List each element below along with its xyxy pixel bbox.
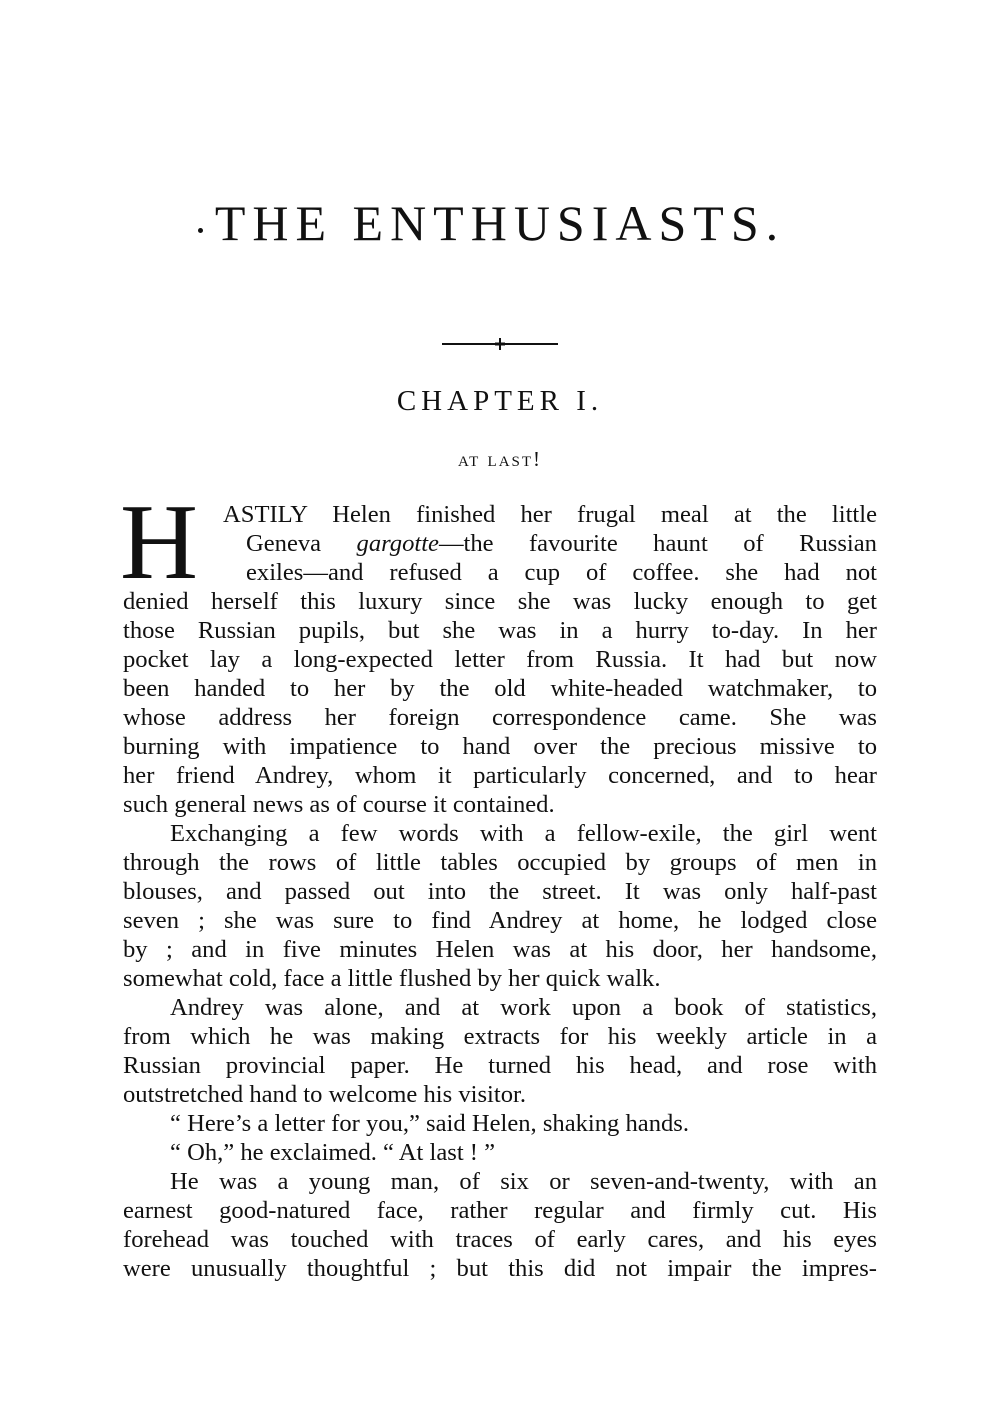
book-title: THE ENTHUSIASTS. [214,195,786,251]
text-line: Russian provincial paper. He turned his head, and rose with [123,1052,877,1079]
text-line: those Russian pupils, but she was in a hurry to-day. In her [123,617,877,644]
text-line: blouses, and passed out into the street. It was only half-past [123,878,877,905]
ornament-divider [442,336,558,352]
text-line: Exchanging a few words with a fellow-exile, the girl went [170,820,877,847]
text-line: from which he was making extracts for his weekly article in a [123,1023,877,1050]
chapter-subtitle-text: at last! [457,447,543,471]
text-line: Andrey was alone, and at work upon a book of statistics, [170,994,877,1021]
body-text [123,500,877,1283]
text-line: by ; and in five minutes Helen was at his door, her handsome, [123,936,877,963]
text-line: forehead was touched with traces of early cares, and his eyes [123,1226,877,1253]
text-line: were unusually thoughtful ; but this did not impair the impres- [123,1255,877,1282]
text-line: “ Here’s a letter for you,” said Helen, shaking hands. [170,1110,690,1137]
chapter-heading: CHAPTER I. [396,385,604,417]
text-line: earnest good-natured face, rather regular and firmly cut. His [123,1197,877,1224]
text-line: seven ; she was sure to find Andrey at home, he lodged close [123,907,877,934]
text-line: been handed to her by the old white-headed watchmaker, to [123,675,877,702]
text-line: “ Oh,” he exclaimed. “ At last ! ” [170,1139,496,1166]
text-line: pocket lay a long-expected letter from Russia. It had but now [123,646,877,673]
text-line: through the rows of little tables occupied by groups of men in [123,849,877,876]
text-line: Geneva gargotte—the favourite haunt of Russian [246,530,877,557]
text-line: somewhat cold, face a little flushed by her quick walk. [123,965,661,992]
drop-cap: H [120,483,198,602]
text-line: such general news as of course it contained. [123,791,555,818]
text-line: whose address her foreign correspondence came. She was [123,704,877,731]
text-line: ASTILY Helen finished her frugal meal at the little [223,501,877,528]
text-line: her friend Andrey, whom it particularly concerned, and to hear [123,762,877,789]
text-line: burning with impatience to hand over the precious missive to [123,733,877,760]
text-line: exiles—and refused a cup of coffee. she had not [246,559,877,586]
chapter-subtitle [0,447,1000,472]
text-line: outstretched hand to welcome his visitor. [123,1081,526,1108]
text-line: He was a young man, of six or seven-and-twenty, with an [170,1168,877,1195]
text-line: denied herself this luxury since she was lucky enough to get [123,588,877,615]
